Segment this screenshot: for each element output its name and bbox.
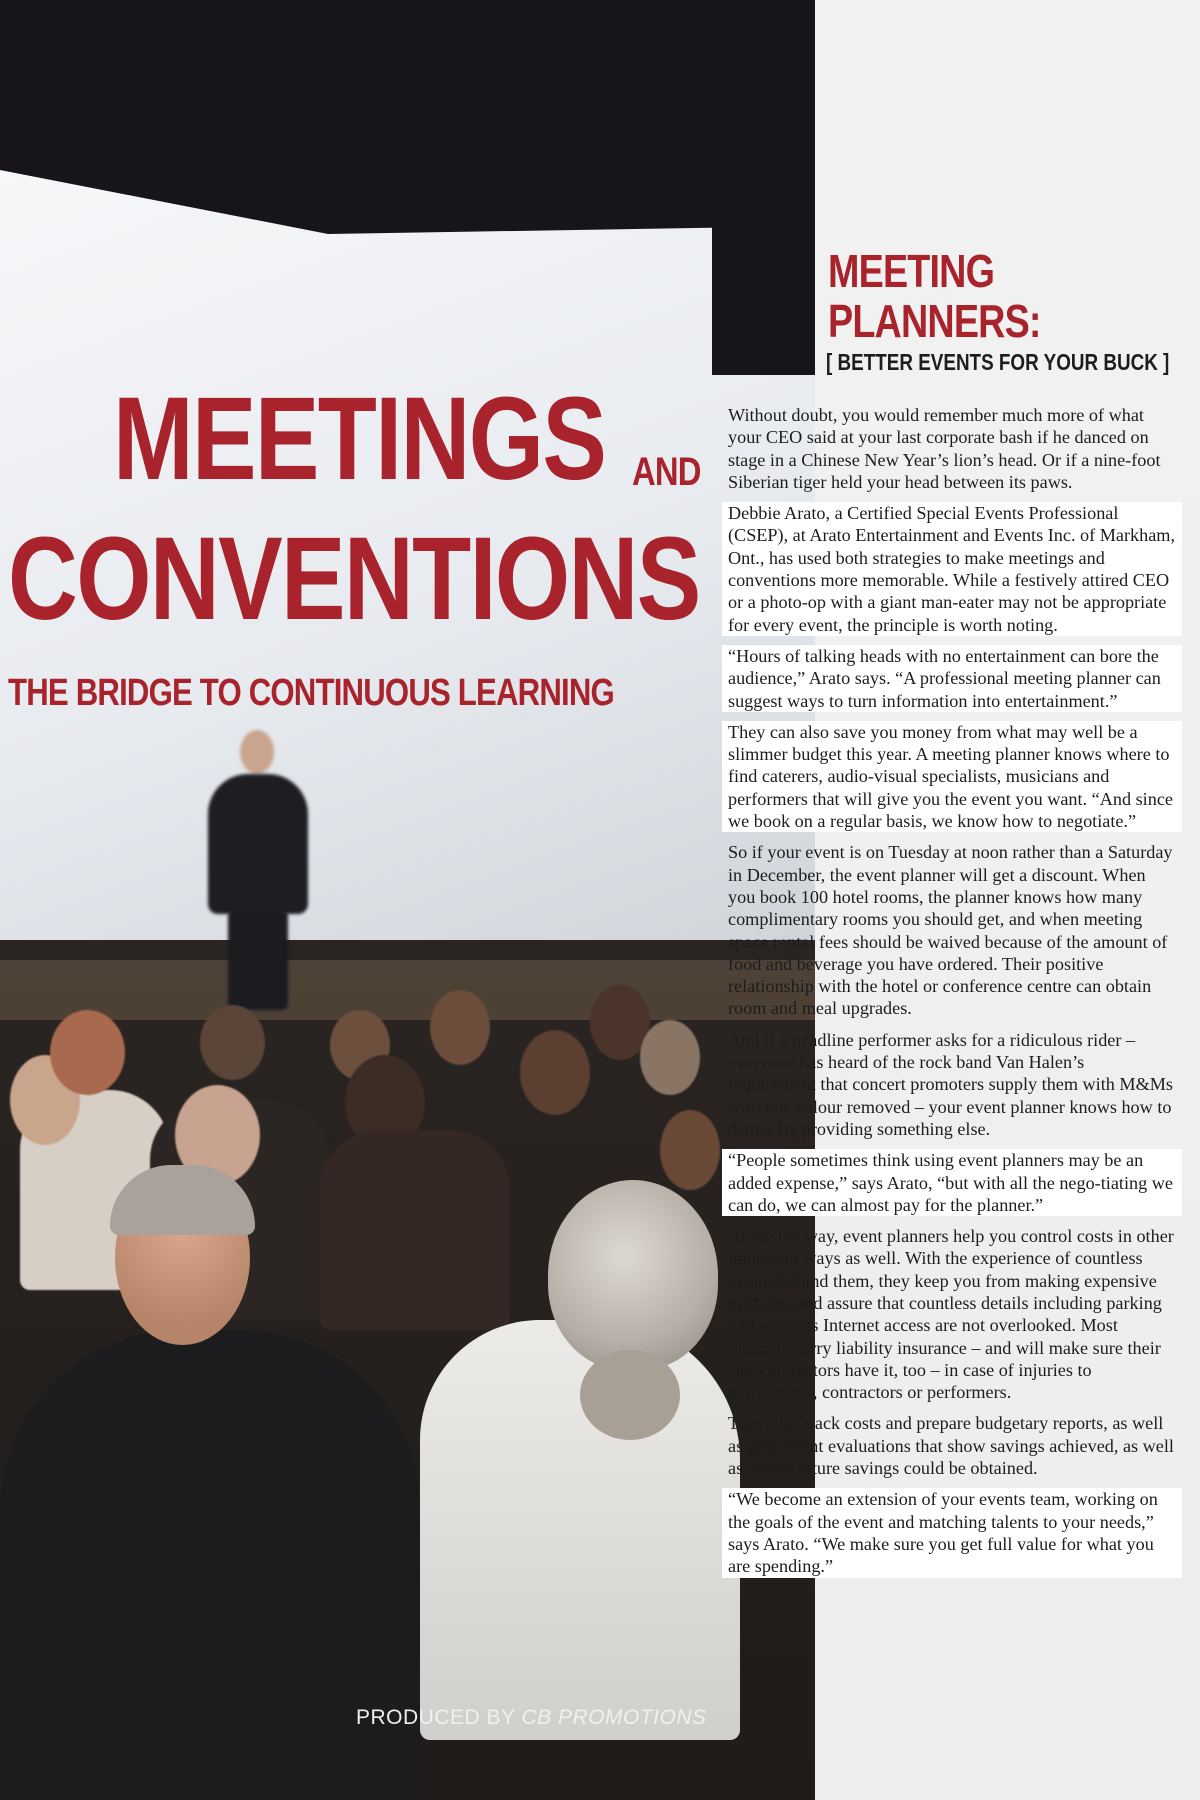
audience-member bbox=[50, 1010, 125, 1095]
sidebar-title-line1: MEETING bbox=[828, 245, 995, 297]
article-paragraph: And if a headline performer asks for a ridiculous rider – everyone has heard of the rock band Van Halen’s requirement that concert promoters supply them with M&Ms with one colour removed – your event planner knows how to demur by providing something else. bbox=[728, 1029, 1173, 1139]
audience-member bbox=[430, 990, 490, 1065]
headline-subhead: THE BRIDGE TO CONTINUOUS LEARNING bbox=[8, 672, 614, 714]
article-paragraph: They can also save you money from what may well be a slimmer budget this year. A meeting planner knows where to find caterers, audio-visual specialists, musicians and performers that will give you the event you want. “And since we book on a regular basis, we know how to negotiate.” bbox=[722, 721, 1182, 832]
producer-credit bbox=[356, 1706, 707, 1730]
headline-meetings: MEETINGS bbox=[113, 373, 606, 505]
audience-member-ponytail bbox=[580, 1350, 680, 1440]
sidebar-kicker: [ BETTER EVENTS FOR YOUR BUCK ] bbox=[826, 349, 1170, 375]
headline-conventions: CONVENTIONS bbox=[8, 513, 700, 645]
sidebar-title-line2: PLANNERS: bbox=[828, 295, 1041, 347]
audience-member bbox=[200, 1005, 265, 1080]
producer-credit-brand: CB PROMOTIONS bbox=[521, 1706, 707, 1729]
stage-floor bbox=[0, 960, 820, 1020]
article-paragraph: Debbie Arato, a Certified Special Events Professional (CSEP), at Arato Entertainment and Events Inc. of Markham, Ont., has used both strategies to make meetings and conventions more memorable. While a festively attired CEO or a photo-op with a giant man-eater may not be appropriate for every event, the principle is worth noting. bbox=[722, 502, 1182, 636]
speaker-torso bbox=[208, 774, 308, 914]
audience-member-hair bbox=[548, 1180, 718, 1370]
speaker-head bbox=[240, 730, 274, 774]
sidebar-title bbox=[828, 246, 1041, 346]
article-paragraph: “People sometimes think using event planners may be an added expense,” says Arato, “but with all the nego-tiating we can do, we can almost pay for the planner.” bbox=[722, 1149, 1182, 1216]
headline-and: AND bbox=[632, 450, 701, 494]
article-paragraph: “We become an extension of your events team, working on the goals of the event and matching talents to your needs,” says Arato. “We make sure you get full value for what you are spending.” bbox=[722, 1488, 1182, 1577]
article-body bbox=[722, 404, 1182, 1587]
article-paragraph: Without doubt, you would remember much more of what your CEO said at your last corporate bash if he danced on stage in a Chinese New Year’s lion’s head. Or if a nine-foot Siberian tiger held your head between its paws. bbox=[728, 405, 1161, 492]
audience-member bbox=[520, 1030, 590, 1115]
article-paragraph: They also track costs and prepare budgetary reports, as well as post-event evaluations that show savings achieved, as well as where future savings could be obtained. bbox=[728, 1413, 1174, 1479]
dark-corner bbox=[712, 0, 815, 375]
article-paragraph: Along the way, event planners help you control costs in other important ways as well. With the experience of countless events behind them, they keep you from making expensive mistakes and assure that countless details including parking and wireless Internet access are not overlooked. Most planners carry liability insurance – and will make sure their sub-contractors have it, too – in case of injuries to participants, contractors or performers. bbox=[728, 1226, 1174, 1403]
article-paragraph: “Hours of talking heads with no entertainment can bore the audience,” Arato says. “A professional meeting planner can suggest ways to turn information into entertainment.” bbox=[722, 645, 1182, 712]
speaker-legs bbox=[228, 910, 288, 1010]
speaker-figure bbox=[190, 730, 330, 1010]
audience-member-foreground-woman bbox=[420, 1320, 740, 1740]
audience-member bbox=[320, 1130, 510, 1330]
audience-member bbox=[660, 1110, 720, 1190]
producer-credit-prefix: PRODUCED BY bbox=[356, 1706, 522, 1729]
audience-member bbox=[640, 1020, 700, 1095]
article-paragraph: So if your event is on Tuesday at noon rather than a Saturday in December, the event planner will get a discount. When you book 100 hotel rooms, the planner knows how many complimentary rooms you should get, and when meeting space rental fees should be waived because of the amount of food and beverage you have ordered. Their positive relationship with the hotel or conference centre can obtain room and meal upgrades. bbox=[728, 842, 1173, 1019]
